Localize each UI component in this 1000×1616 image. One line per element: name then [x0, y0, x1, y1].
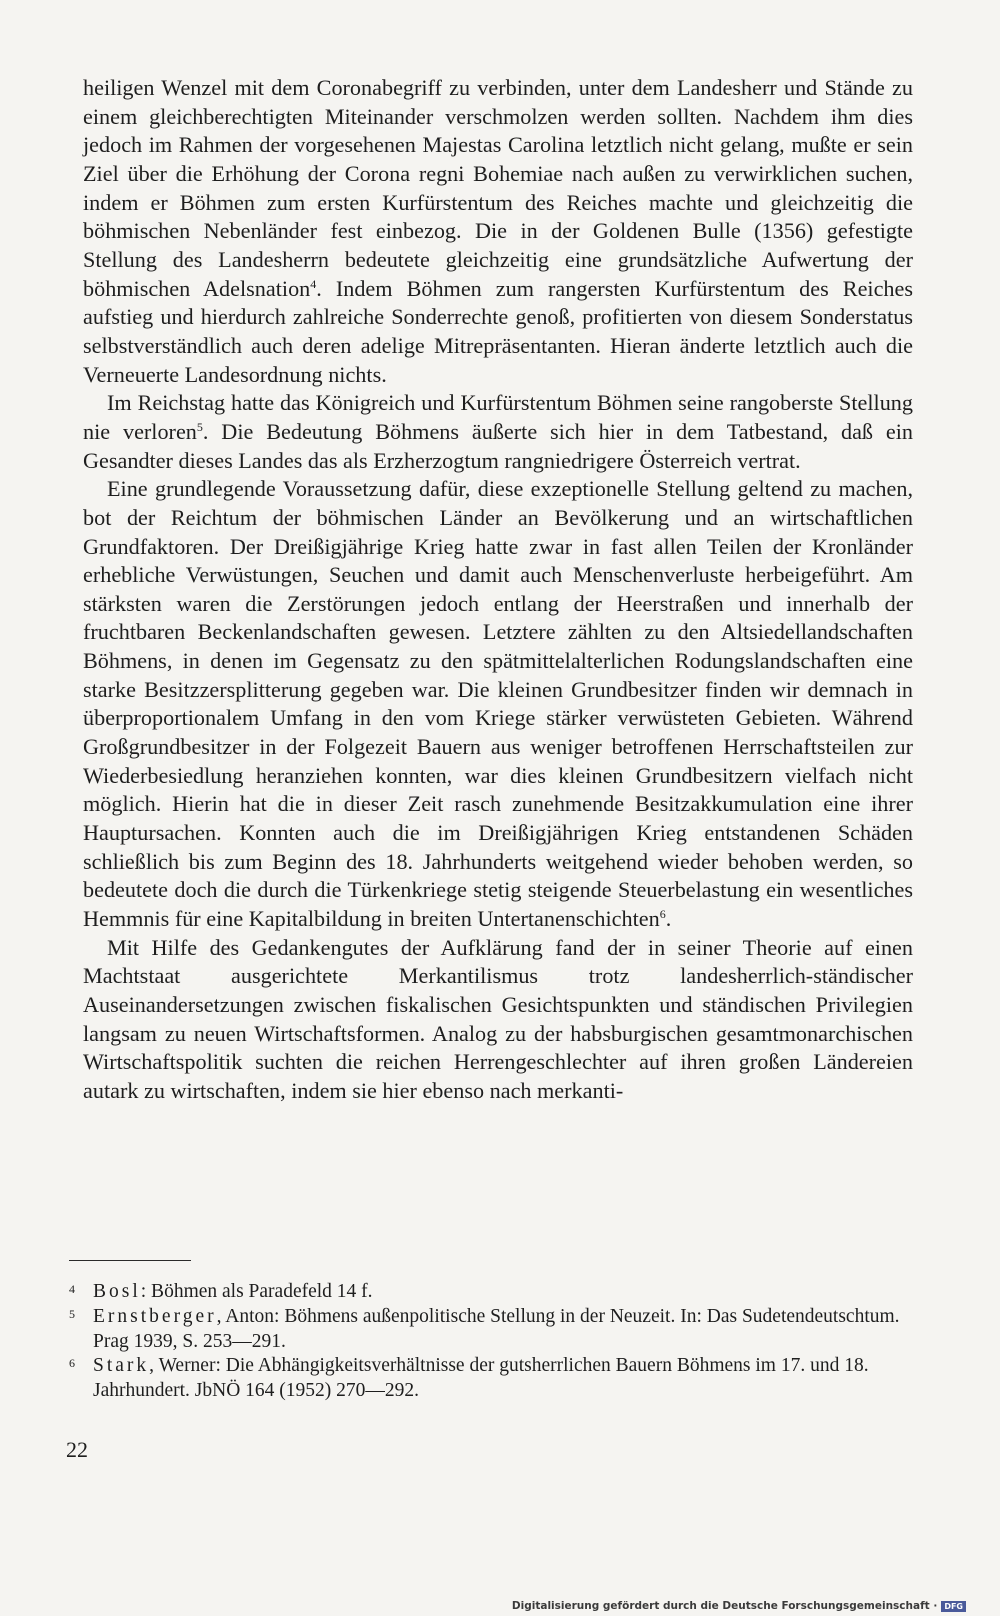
footnote-number: 5: [69, 1306, 75, 1321]
footnote-citation: : Böhmen als Paradefeld 14 f.: [140, 1281, 373, 1302]
footnote-ref-4[interactable]: 4: [310, 276, 317, 291]
footnote-author: Bosl: [93, 1281, 141, 1302]
paragraph-text: Im Reichstag hatte das Königreich und Kurfürstentum Böhmen seine rangoberste Stellung nie verloren: [83, 390, 913, 444]
paragraph-text: heiligen Wenzel mit dem Coronabegriff zu verbinden, unter dem Landesherr und Stände zu einem gleichberechtigten Miteinander verschmolzen werden sollten. Nachdem ihm dies jedoch im Rahmen der vorgesehenen Majestas Carolina letztlich nicht gelang, mußte er sein Ziel über die Erhöhung der Corona regni Bohemiae nach außen zu verwirklichen suchen, indem er Böhmen zum ersten Kurfürstentum des Reiches machte und gleichzeitig die böhmischen Nebenländer fest einbezog. Die in der Goldenen Bulle (1356) gefestigte Stellung des Landesherrn bedeutete gleichzeitig eine grundsätzliche Aufwertung der böhmischen Adelsnation: [83, 75, 913, 301]
footnote-text: [93, 1280, 909, 1305]
footnote-number: 4: [69, 1282, 75, 1296]
footnotes: [69, 1280, 909, 1404]
credit-text: Digitalisierung gefördert durch die Deutsche Forschungsgemeinschaft ·: [511, 1600, 938, 1612]
paragraph-3: [83, 475, 913, 934]
footnote-5: [69, 1305, 909, 1355]
paragraph-text-cont: . Indem Böhmen zum rangersten Kurfürstentum des Reiches aufstieg und hierdurch zahlreiche Sonderrechte genoß, profitierten von diesem Sonderstatus selbstverständlich auch deren adelige Mitrepräsentanten. Hieran änderte letztlich auch die Verneuerte Landesordnung nichts.: [83, 275, 913, 387]
footnote-ref-5[interactable]: 5: [196, 419, 203, 434]
dfg-logo: DFG: [941, 1601, 966, 1612]
footnote-ref-6[interactable]: 6: [659, 907, 666, 922]
footnote-text: [93, 1305, 909, 1355]
digitization-credit: [512, 1600, 966, 1612]
paragraph-text: Eine grundlegende Voraussetzung dafür, diese exzeptionelle Stellung geltend zu machen, bot der Reichtum der böhmischen Länder an Bevölkerung und an wirtschaftlichen Grundfaktoren. Der Dreißigjährige Krieg hatte zwar in fast allen Teilen der Kronländer erhebliche Verwüstungen, Seuchen und damit auch Menschenverluste herbeigeführt. Am stärksten waren die Zerstörungen jedoch entlang der Heerstraßen und innerhalb der fruchtbaren Beckenlandschaften gewesen. Letztere zählten zu den Altsiedellandschaften Böhmens, in denen im Gegensatz zu den spätmittelalterlichen Rodungslandschaften eine starke Besitzzersplitterung gegeben war. Die kleinen Grundbesitzer finden wir demnach in überproportionalem Umfang in den vom Kriege stärker verwüsteten Gebieten. Während Großgrundbesitzer in der Folgezeit Bauern aus weniger betroffenen Herrschaftsteilen zur Wiederbesiedlung heranziehen konnten, war dies kleinen Grundbesitzern vielfach nicht möglich. Hierin hat die in dieser Zeit rasch zunehmende Besitzakkumulation eine ihrer Hauptursachen. Konnten auch die im Dreißigjährigen Krieg entstandenen Schäden schließlich bis zum Beginn des 18. Jahrhunderts weitgehend wieder behoben werden, so bedeutete doch die durch die Türkenkriege stetig steigende Steuerbelastung ein wesentliches Hemmnis für eine Kapitalbildung in breiten Untertanenschichten: [83, 476, 913, 932]
footnote-citation: , Werner: Die Abhängigkeitsverhältnisse der gutsherrlichen Bauern Böhmens im 17. und 18. Jahrhundert. JbNÖ 164 (1952) 270—292.: [93, 1355, 869, 1402]
paragraph-text-cont: .: [665, 906, 672, 932]
paragraph-2: [83, 389, 913, 475]
footnote-divider: [69, 1260, 191, 1261]
footnote-6: [69, 1354, 909, 1404]
footnote-number: 6: [69, 1356, 75, 1371]
body-text: [83, 74, 913, 1106]
page-number: 22: [66, 1437, 88, 1462]
paragraph-1: [83, 74, 913, 389]
paragraph-4: [83, 934, 913, 1106]
footnote-4: [69, 1280, 909, 1305]
footnote-citation: , Anton: Böhmens außenpolitische Stellung in der Neuzeit. In: Das Sudetendeutschtum. Prag 1939, S. 253—291.: [93, 1305, 900, 1352]
footnote-text: [93, 1354, 909, 1404]
footnote-author: Ernstberger: [93, 1305, 217, 1327]
paragraph-text-cont: . Die Bedeutung Böhmens äußerte sich hier in dem Tatbestand, daß ein Gesandter dieses Landes das als Erzherzogtum rangniedrigere Österreich vertrat.: [83, 418, 913, 473]
paragraph-text: Mit Hilfe des Gedankengutes der Aufklärung fand der in seiner Theorie auf einen Machtstaat ausgerichtete Merkantilismus trotz landesherrlich-ständischer Auseinandersetzungen zwischen fiskalischen Gesichtspunkten und ständischen Privilegien langsam zu neuen Wirtschaftsformen. Analog zu der habsburgischen gesamtmonarchischen Wirtschaftspolitik suchten die reichen Herrengeschlechter auf ihren großen Ländereien autark zu wirtschaften, indem sie hier ebenso nach merkanti-: [83, 934, 913, 1103]
footnote-author: Stark: [93, 1355, 150, 1377]
